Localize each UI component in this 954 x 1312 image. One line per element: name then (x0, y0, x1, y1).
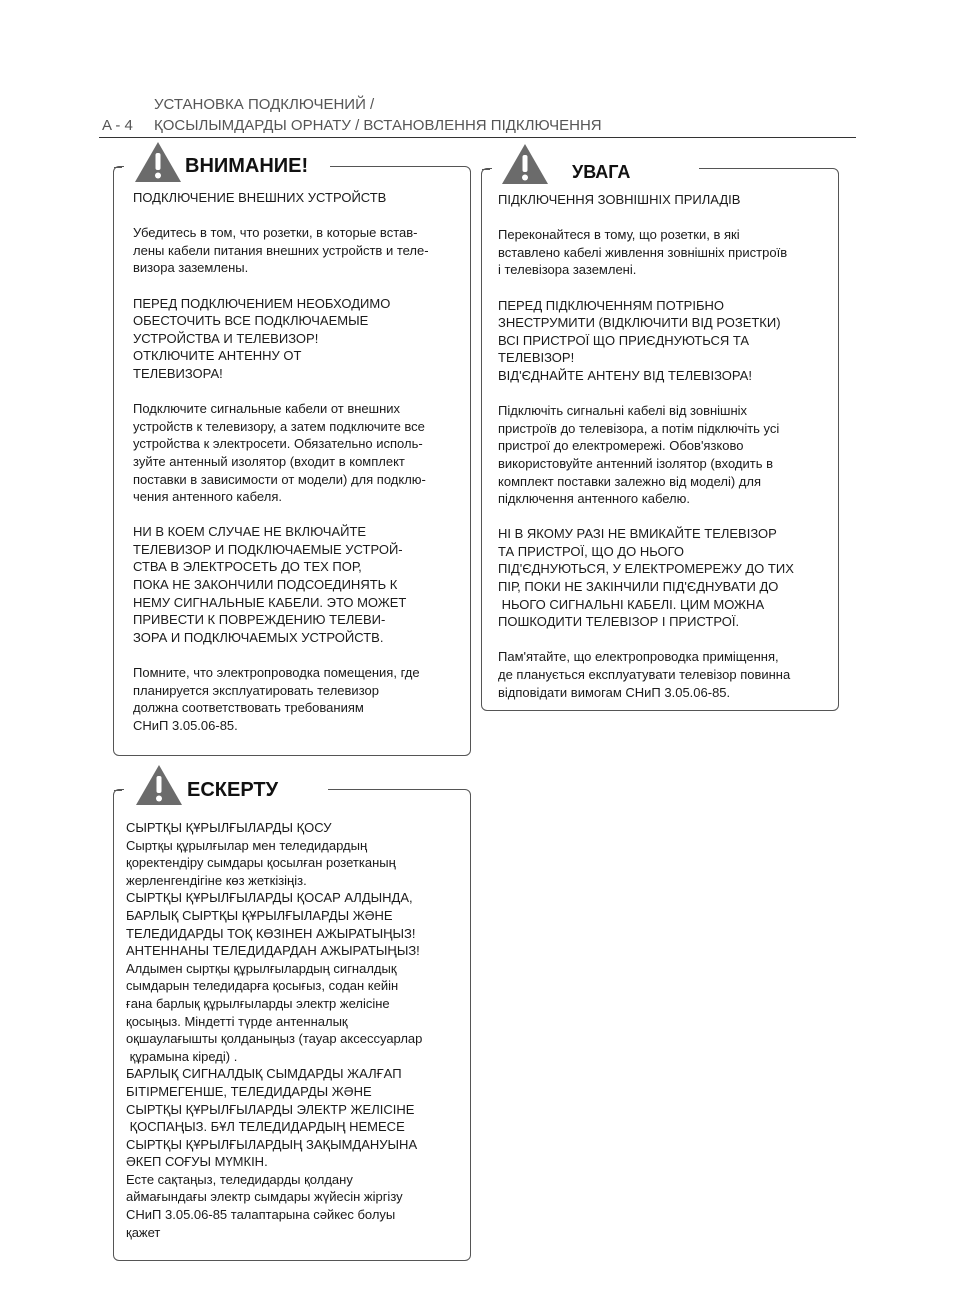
paragraph: ПОДКЛЮЧЕНИЕ ВНЕШНИХ УСТРОЙСТВ (133, 190, 387, 205)
section-title-uk: УВАГА (572, 162, 631, 182)
paragraph: Подключите сигнальные кабели от внешних устройств к телевизору, а затем подключите все устройства к электросети. Обязательно исполь- зуйте антенный изолятор (входит в комплект поставки в зависимости от модели) для подклю- чения антенного кабеля. (133, 401, 426, 505)
warning-triangle-icon (135, 764, 183, 806)
paragraph: НІ В ЯКОМУ РАЗІ НЕ ВМИКАЙТЕ ТЕЛЕВІЗОР ТА ПРИСТРОЇ, ЩО ДО НЬОГО ПІД'ЄДНУЮТЬСЯ, У ЕЛЕКТРОМЕРЕЖУ ДО ТИХ ПІР, ПОКИ НЕ ЗАКІНЧИЛИ ПІД'ЄДНУВАТИ ДО НЬОГО СИГНАЛЬНІ КАБЕЛІ. ЦИМ МОЖНА ПОШКОДИТИ ТЕЛЕВІЗОР І ПРИСТРОЇ. (498, 526, 794, 630)
warning-box-kk (113, 779, 471, 1261)
paragraph: Сыртқы құрылғылар мен теледидардың қоректендіру сымдары қосылған розетканың жерленгендігіне көз жеткізіңіз. (126, 837, 396, 888)
paragraph: Алдымен сыртқы құрылғылардың сигналдық сымдарын теледидарға қосығыз, содан кейін ғана барлық құрылғыларды электр желісіне қосыңыз. Міндетті түрде антенналық оқшаулағышты қолданыңыз (тауар аксессуарлар құрамына кіреді) . (126, 960, 423, 1064)
warning-triangle-icon (134, 141, 182, 183)
page-header (99, 95, 856, 138)
paragraph: СЫРТҚЫ ҚҰРЫЛҒЫЛАРДЫ ҚОСАР АЛДЫНДА, БАРЛЫҚ СЫРТҚЫ ҚҰРЫЛҒЫЛАРДЫ ЖӘНЕ ТЕЛЕДИДАРДЫ ТОҚ КӨЗІНЕН АЖЫРАТЫҢЫЗ! АНТЕННАНЫ ТЕЛЕДИДАРДАН АЖЫРАТЫҢЫЗ! (126, 890, 420, 959)
section-title-kk: ЕСКЕРТУ (187, 779, 279, 801)
paragraph: Переконайтеся в тому, що розетки, в які вставлено кабелі живлення зовнішніх пристроїв і телевізора заземлені. (498, 227, 788, 278)
paragraph: ПІДКЛЮЧЕННЯ ЗОВНІШНІХ ПРИЛАДІВ (498, 192, 741, 207)
paragraph: Помните, что электропроводка помещения, где планируется эксплуатировать телевизор должна соответствовать требованиям СНиП 3.05.06-85. (133, 665, 420, 733)
header-title-line1: УСТАНОВКА ПОДКЛЮЧЕНИЙ / (154, 96, 375, 113)
section-body-ru (133, 189, 469, 734)
paragraph: СЫРТҚЫ ҚҰРЫЛҒЫЛАРДЫ ҚОСУ (126, 820, 332, 835)
paragraph: ПЕРЕД ПОДКЛЮЧЕНИЕМ НЕОБХОДИМО ОБЕСТОЧИТЬ ВСЕ ПОДКЛЮЧАЕМЫЕ УСТРОЙСТВА И ТЕЛЕВИЗОР! ОТКЛЮЧИТЕ АНТЕННУ ОТ ТЕЛЕВИЗОРА! (133, 295, 391, 381)
header-title-line2: ҚОСЫЛЫМДАРДЫ ОРНАТУ / ВСТАНОВЛЕННЯ ПІДКЛЮЧЕННЯ (154, 117, 602, 134)
paragraph: Есте сақтаңыз, теледидарды қолдану аймағындағы электр сымдары жүйесін жіргізу СНиП 3.05.06-85 талаптарына сәйкес болуы қажет (126, 1171, 403, 1240)
title-rule (482, 169, 490, 170)
paragraph: Пам'ятайте, що електропроводка приміщення, де планується експлуатувати телевізор повинна відповідати вимогам СНиП 3.05.06-85. (498, 649, 791, 700)
title-rule (114, 790, 122, 791)
paragraph: Підключіть сигнальні кабелі від зовнішніх пристроїв до телевізора, а потім підключіть усі пристрої до електромережі. Обов'язково використовуйте антенний ізолятор (входить в комплект поставки залежно від моделі) для підключення антенного кабелю. (498, 403, 780, 507)
section-title-ru: ВНИМАНИЕ! (185, 155, 309, 177)
page-number: A - 4 (102, 117, 133, 134)
paragraph: Убедитесь в том, что розетки, в которые встав- лены кабели питания внешних устройств и теле- визора заземлены. (133, 225, 429, 276)
warning-triangle-icon (501, 143, 549, 185)
section-body-uk (498, 191, 836, 701)
title-rule (114, 167, 122, 168)
warning-box-uk (481, 162, 839, 711)
paragraph: ПЕРЕД ПІДКЛЮЧЕННЯМ ПОТРІБНО ЗНЕСТРУМИТИ (ВІДКЛЮЧИТИ ВІД РОЗЕТКИ) ВСІ ПРИСТРОЇ ЩО ПРИЄДНУЮТЬСЯ ТА ТЕЛЕВІЗОР! ВІД'ЄДНАЙТЕ АНТЕНУ ВІД ТЕЛЕВІЗОРА! (498, 297, 781, 383)
warning-box-ru (113, 155, 471, 756)
paragraph: БАРЛЫҚ СИГНАЛДЫҚ СЫМДАРДЫ ЖАЛҒАП БІТІРМЕГЕНШЕ, ТЕЛЕДИДАРДЫ ЖӘНЕ СЫРТҚЫ ҚҰРЫЛҒЫЛАРДЫ ЭЛЕКТР ЖЕЛІСІНЕ ҚОСПАҢЫЗ. БҰЛ ТЕЛЕДИДАРДЫҢ НЕМЕСЕ СЫРТҚЫ ҚҰРЫЛҒЫЛАРДЫҢ ЗАҚЫМДАНУЫНА ӘКЕП СОҒУЫ МҮМКІН. (126, 1066, 418, 1170)
section-body-kk (126, 819, 468, 1241)
paragraph: НИ В КОЕМ СЛУЧАЕ НЕ ВКЛЮЧАЙТЕ ТЕЛЕВИЗОР И ПОДКЛЮЧАЕМЫЕ УСТРОЙ- СТВА В ЭЛЕКТРОСЕТЬ ДО ТЕХ ПОР, ПОКА НЕ ЗАКОНЧИЛИ ПОДСОЕДИНЯТЬ К НЕМУ СИГНАЛЬНЫЕ КАБЕЛИ. ЭТО МОЖЕТ ПРИВЕСТИ К ПОВРЕЖДЕНИЮ ТЕЛЕВИ- ЗОРА И ПОДКЛЮЧАЕМЫХ УСТРОЙСТВ. (133, 524, 407, 645)
